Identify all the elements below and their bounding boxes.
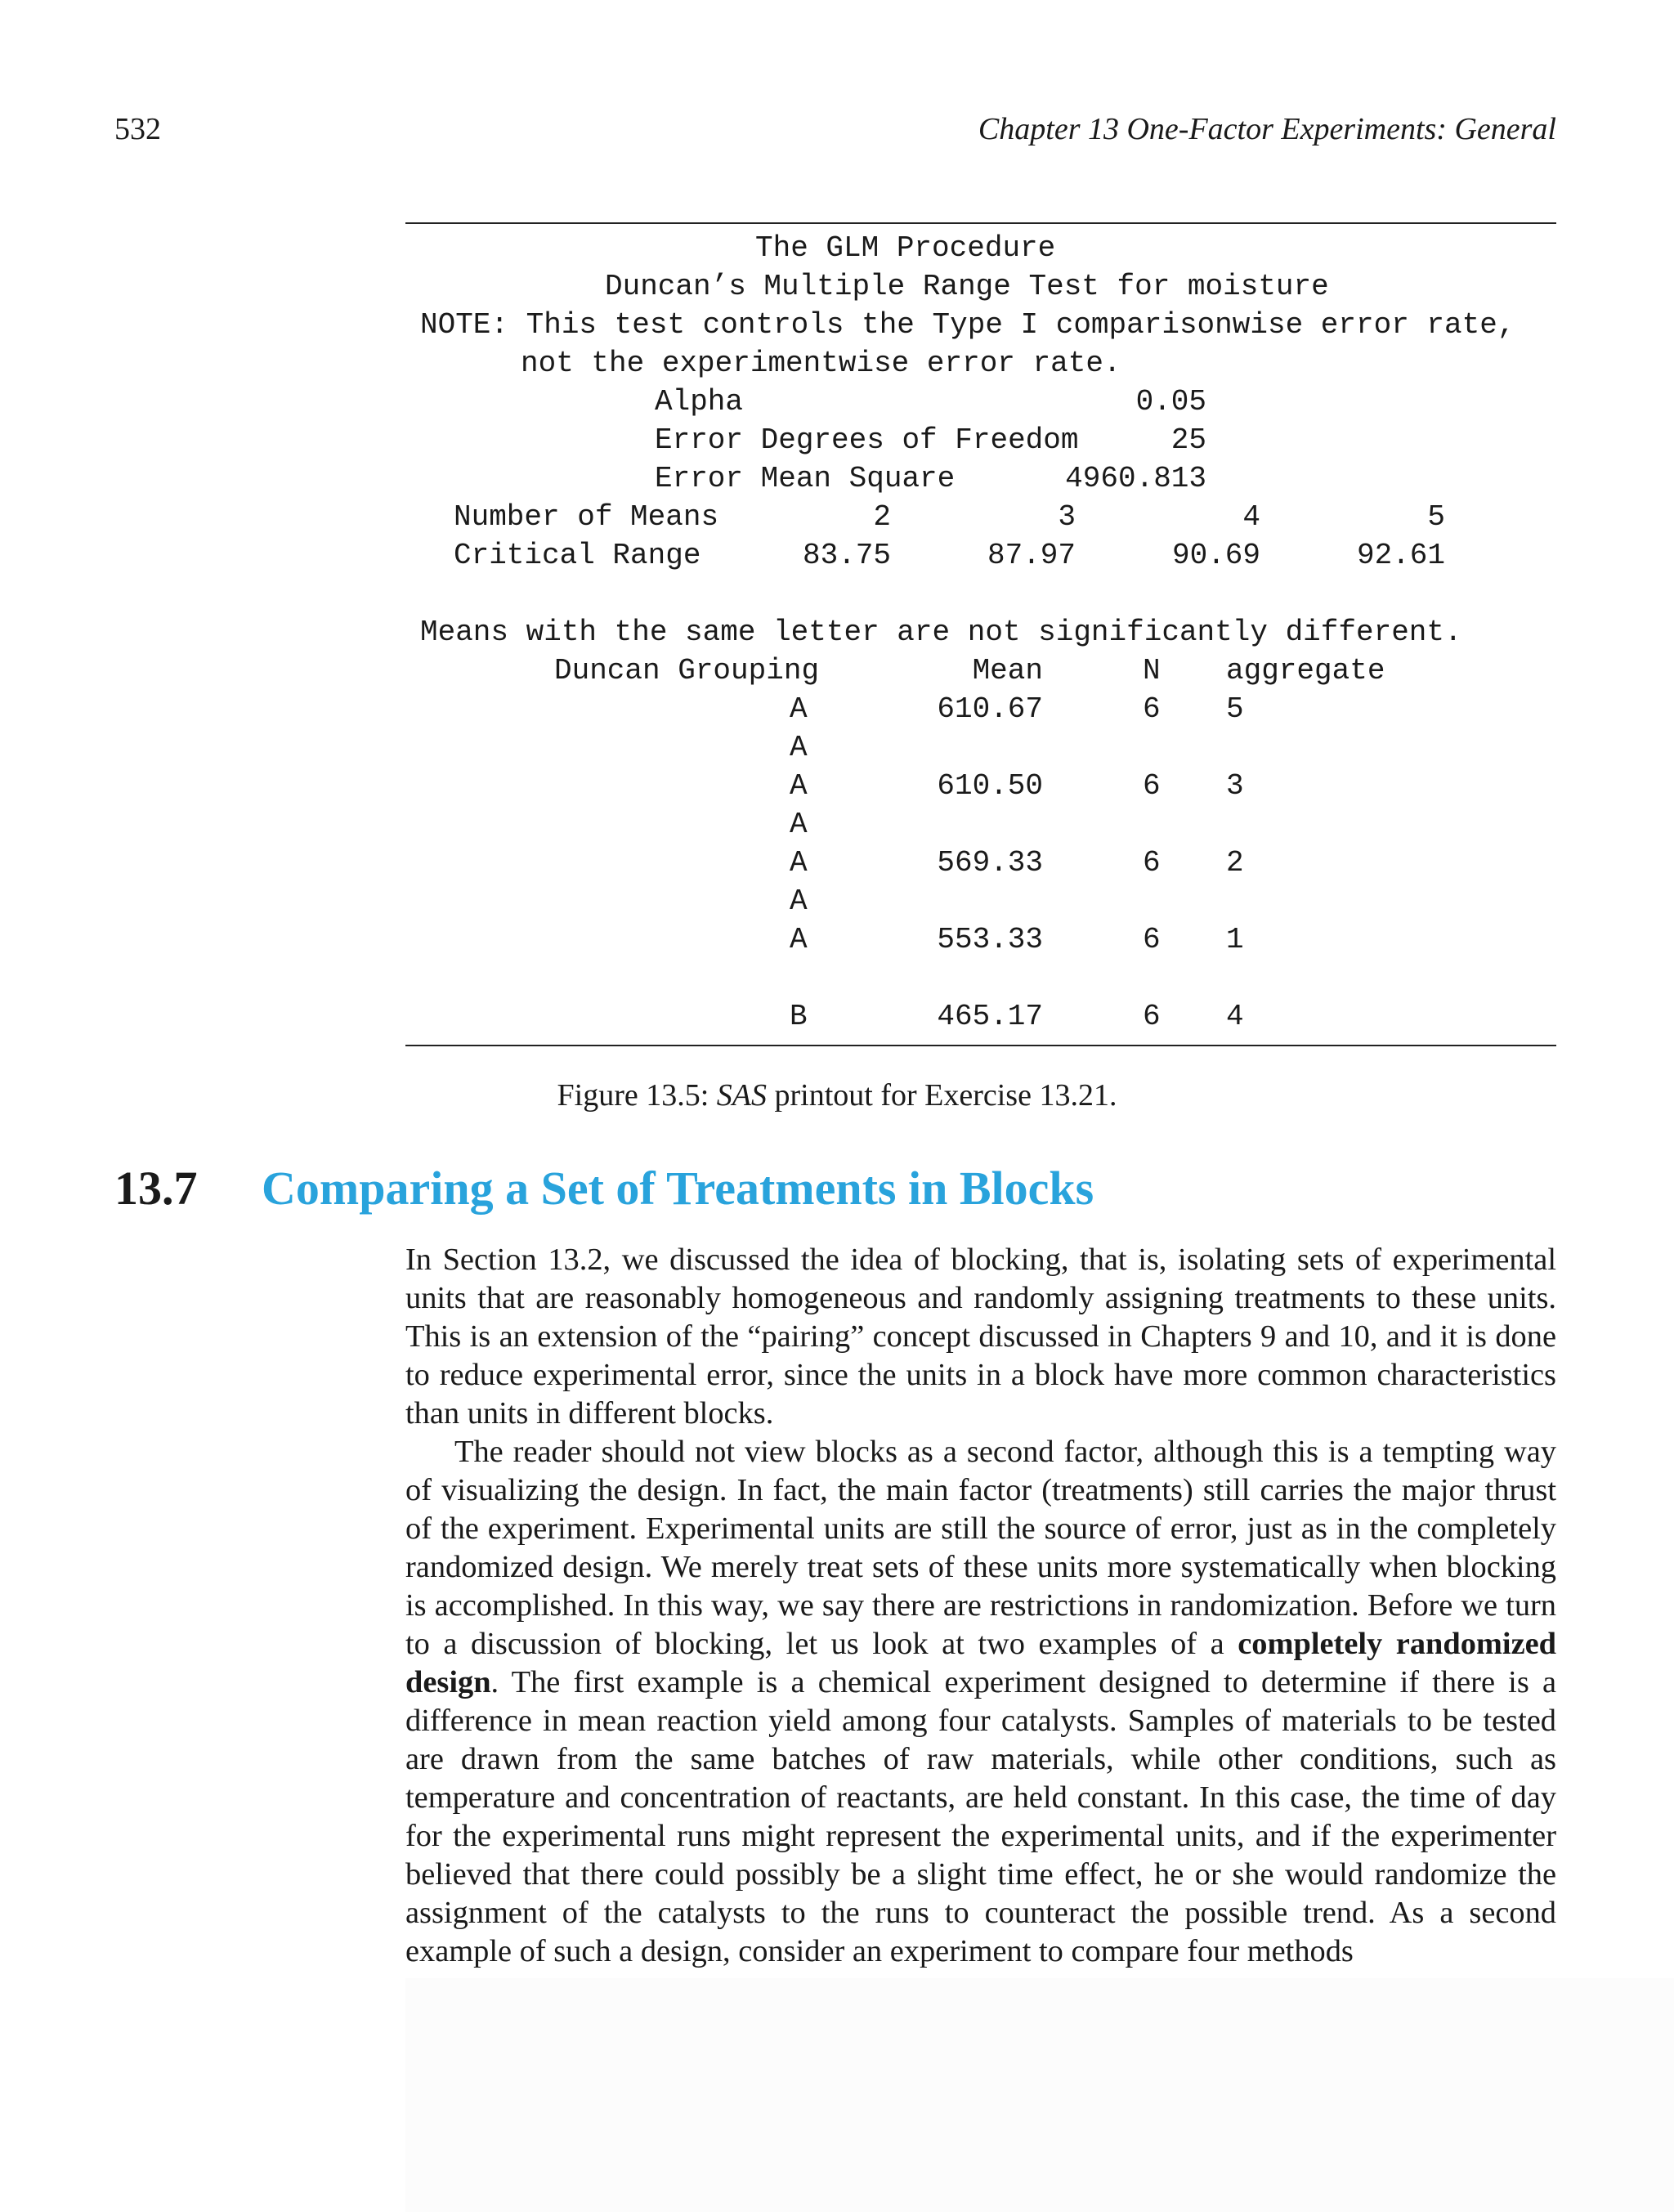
num-means-label: Number of Means [454, 500, 719, 534]
col-header-grouping: Duncan Grouping [554, 654, 820, 687]
page-number: 532 [114, 112, 161, 146]
num-means-value: 2 [873, 500, 891, 534]
paragraph-2-part-a: The reader should not view blocks as a second factor, although this is a tempting way of visualizing the design. In fact, the main factor (treatments) still carries the major thrust of the experiment. Experimental units are still the source of error, just as in the completely randomized design. We merely treat sets of these units more systematically when blocking is accomplished. In this way, we say there are restrictions in randomization. Before we turn to a discussion of blocking, let us look at two examples of a [405, 1435, 1556, 1661]
row-group: B [790, 1000, 808, 1033]
row-group: A [790, 808, 808, 841]
row-group: A [790, 692, 808, 726]
running-head: Chapter 13 One-Factor Experiments: General [978, 112, 1556, 146]
body-text [405, 1241, 1556, 1971]
critical-range-label: Critical Range [454, 539, 701, 572]
num-means-value: 3 [1058, 500, 1076, 534]
sas-note-line1: NOTE: This test controls the Type I comparisonwise error rate, [420, 308, 1515, 342]
row-aggregate: 4 [1226, 1000, 1244, 1033]
stat-label: Error Mean Square [655, 462, 956, 495]
paragraph-2 [405, 1433, 1556, 1971]
num-means-value: 5 [1427, 500, 1445, 534]
col-header-n: N [1143, 654, 1161, 687]
row-mean: 610.67 [937, 692, 1043, 726]
col-header-aggregate: aggregate [1226, 654, 1385, 687]
stat-value: 0.05 [1135, 385, 1206, 419]
row-group: A [790, 923, 808, 956]
bottom-rule [405, 1045, 1556, 1046]
row-aggregate: 2 [1226, 846, 1244, 880]
num-means-value: 4 [1242, 500, 1260, 534]
section-title: Comparing a Set of Treatments in Blocks [262, 1162, 1094, 1215]
caption-prefix: Figure 13.5: [557, 1078, 717, 1113]
row-mean: 610.50 [937, 769, 1043, 803]
row-n: 6 [1143, 923, 1161, 956]
figure-caption [0, 1077, 1674, 1113]
paragraph-2-part-b: . The first example is a chemical experiment designed to determine if there is a difference in mean reaction yield among four catalysts. Samples of materials to be tested are drawn from the same batches of raw materials, while other conditions, such as temperature and concentration of reactants, are held constant. In this case, the time of day for the experimental runs might represent the experimental units, and if the experimenter believed that there could possibly be a slight time effect, he or she would randomize the assignment of the catalysts to the runs to counteract the possible trend. As a second example of such a design, consider an experiment to compare four methods [405, 1665, 1556, 1968]
critical-range-value: 83.75 [802, 539, 891, 572]
row-mean: 465.17 [937, 1000, 1043, 1033]
row-n: 6 [1143, 1000, 1161, 1033]
row-aggregate: 3 [1226, 769, 1244, 803]
section-number: 13.7 [114, 1162, 198, 1215]
stat-value: 4960.813 [1065, 462, 1206, 495]
caption-suffix: printout for Exercise 13.21. [767, 1078, 1117, 1113]
row-group: A [790, 884, 808, 918]
same-letter-note: Means with the same letter are not significantly different. [420, 616, 1462, 649]
sas-printout [0, 0, 1674, 1063]
row-n: 6 [1143, 769, 1161, 803]
stat-value: 25 [1170, 423, 1206, 457]
row-group: A [790, 846, 808, 880]
row-mean: 553.33 [937, 923, 1043, 956]
row-n: 6 [1143, 846, 1161, 880]
col-header-mean: Mean [972, 654, 1043, 687]
critical-range-value: 90.69 [1171, 539, 1260, 572]
critical-range-value: 87.97 [987, 539, 1076, 572]
row-group: A [790, 769, 808, 803]
row-n: 6 [1143, 692, 1161, 726]
page-shading [405, 1978, 1674, 2212]
critical-range-value: 92.61 [1356, 539, 1445, 572]
stat-label: Error Degrees of Freedom [655, 423, 1079, 457]
bold-term: completely randomized design [405, 1627, 1557, 1699]
row-group: A [790, 731, 808, 764]
sas-note-line2: not the experimentwise error rate. [521, 347, 1121, 380]
caption-italic: SAS [716, 1078, 768, 1113]
sas-subtitle: Duncan’s Multiple Range Test for moisture [605, 270, 1329, 303]
row-mean: 569.33 [937, 846, 1043, 880]
row-aggregate: 5 [1226, 692, 1244, 726]
sas-title: The GLM Procedure [755, 231, 1056, 265]
paragraph-1: In Section 13.2, we discussed the idea of blocking, that is, isolating sets of experimental units that are reasonably homogeneous and randomly assigning treatments to these units. This is an extension of the “pairing” concept discussed in Chapters 9 and 10, and it is done to reduce experimental error, since the units in a block have more common characteristics than units in different blocks. [405, 1243, 1556, 1431]
stat-label: Alpha [655, 385, 744, 419]
row-aggregate: 1 [1226, 923, 1244, 956]
